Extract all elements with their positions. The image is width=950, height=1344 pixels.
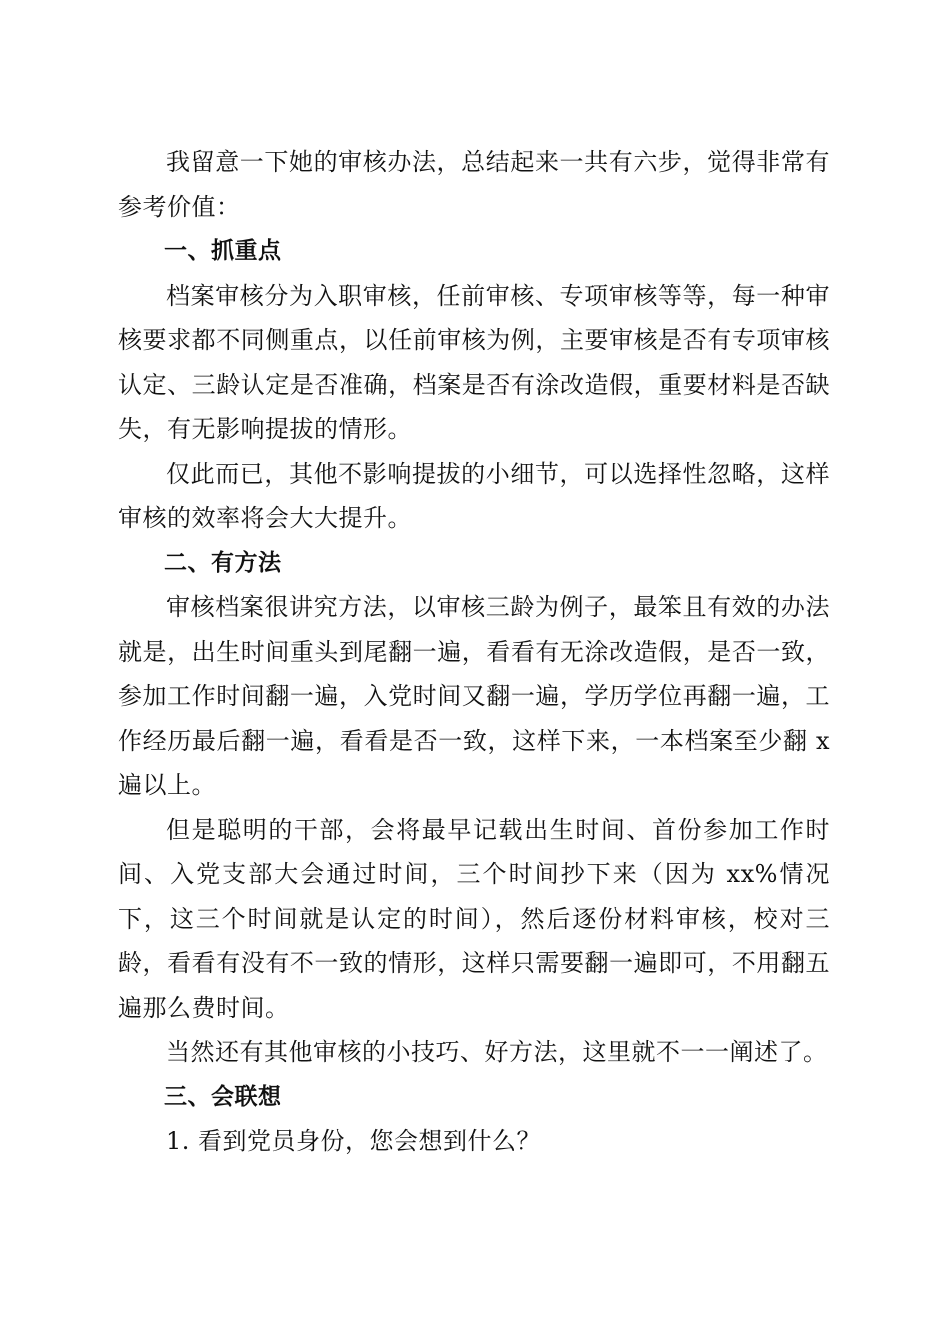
method-paragraph-2: 但是聪明的干部，会将最早记载出生时间、首份参加工作时间、入党支部大会通过时间，三个时间抄下来（因为 xx%情况下，这三个时间就是认定的时间），然后逐份材料审核，校对三龄，看看有没有不一致的情形，这样只需要翻一遍即可，不用翻五遍那么费时间。 <box>118 815 830 1022</box>
association-item-1: 1. 看到党员身份，您会想到什么？ <box>166 1127 542 1155</box>
section-heading-focus: 一、抓重点 <box>164 238 282 264</box>
method-paragraph-1: 审核档案很讲究方法，以审核三龄为例子，最笨且有效的办法就是，出生时间重头到尾翻一遍，看看有无涂改造假，是否一致，参加工作时间翻一遍，入党时间又翻一遍，学历学位再翻一遍，工作经历最后翻一遍，看看是否一致，这样下来，一本档案至少翻 x 遍以上。 <box>118 593 830 799</box>
focus-paragraph-2: 仅此而已，其他不影响提拔的小细节，可以选择性忽略，这样审核的效率将会大大提升。 <box>118 459 830 532</box>
focus-paragraph-1: 档案审核分为入职审核，任前审核、专项审核等等，每一种审核要求都不同侧重点，以任前审核为例，主要审核是否有专项审核认定、三龄认定是否准确，档案是否有涂改造假，重要材料是否缺失，有无影响提拔的情形。 <box>118 281 830 443</box>
document-body <box>118 140 830 1164</box>
section-heading-association: 三、会联想 <box>164 1083 282 1110</box>
intro-paragraph: 我留意一下她的审核办法，总结起来一共有六步，觉得非常有参考价值： <box>118 148 830 221</box>
method-paragraph-3: 当然还有其他审核的小技巧、好方法，这里就不一一阐述了。 <box>166 1038 828 1066</box>
section-heading-method: 二、有方法 <box>164 549 282 576</box>
